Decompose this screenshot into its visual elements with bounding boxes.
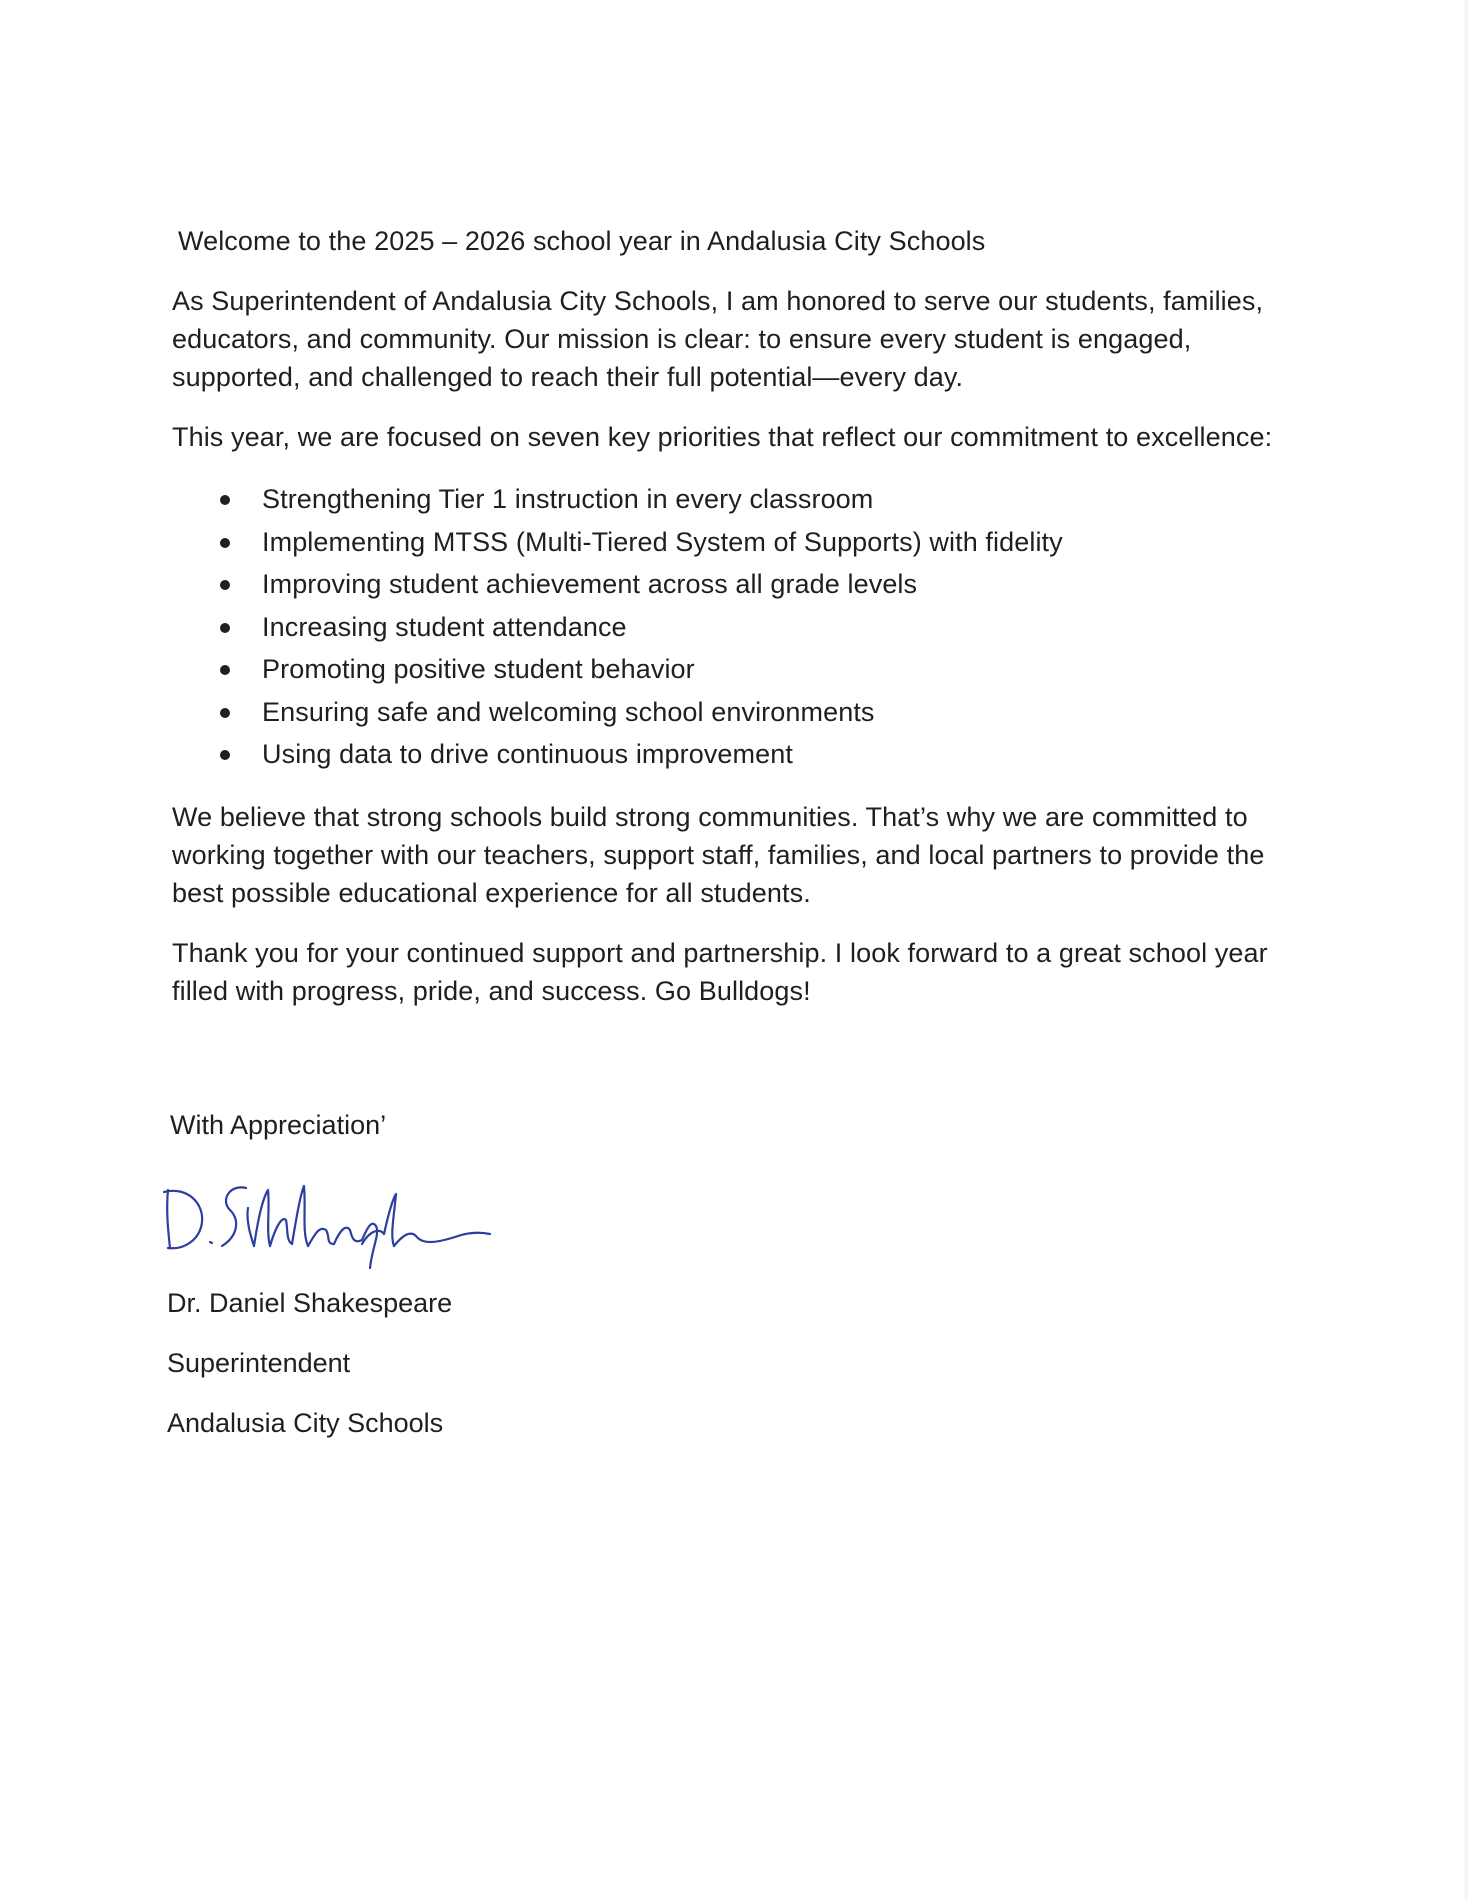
letter-body	[172, 222, 1322, 1032]
letter-heading: Welcome to the 2025 – 2026 school year in Andalusia City Schools	[178, 226, 986, 256]
priority-text: Promoting positive student behavior	[262, 654, 695, 684]
priority-text: Strengthening Tier 1 instruction in every classroom	[262, 484, 874, 514]
paragraph-community: We believe that strong schools build strong communities. That’s why we are committed to working together with our teachers, support staff, families, and local partners to provide the best possible educational experience for all students.	[172, 801, 1265, 908]
list-item	[172, 648, 1322, 691]
list-item	[172, 691, 1322, 734]
list-item	[172, 478, 1322, 521]
priorities-list	[172, 478, 1322, 776]
bullet-icon	[220, 538, 230, 548]
closing-salutation: With Appreciation’	[170, 1110, 387, 1140]
bullet-icon	[220, 495, 230, 505]
list-item	[172, 733, 1322, 776]
list-item	[172, 563, 1322, 606]
bullet-icon	[220, 580, 230, 590]
priority-text: Implementing MTSS (Multi-Tiered System of Supports) with fidelity	[262, 526, 1063, 557]
list-item	[172, 606, 1322, 649]
bullet-icon	[220, 623, 230, 633]
bullet-icon	[220, 665, 230, 675]
handwritten-signature	[158, 1160, 498, 1280]
signer-title: Superintendent	[167, 1348, 351, 1378]
paragraph-thanks: Thank you for your continued support and partnership. I look forward to a great school year filled with progress, pride, and success. Go Bulldogs!	[172, 937, 1268, 1006]
scan-edge-shadow	[1462, 0, 1468, 1900]
priority-text: Improving student achievement across all grade levels	[262, 569, 918, 599]
paragraph-mission: As Superintendent of Andalusia City Schools, I am honored to serve our students, families, educators, and community. Our mission is clear: to ensure every student is engaged, supported, and challenged to reach their full potential—every day.	[172, 286, 1264, 392]
signer-organization: Andalusia City Schools	[167, 1408, 444, 1438]
signer-block	[167, 1284, 452, 1464]
priority-text: Ensuring safe and welcoming school environments	[262, 696, 875, 727]
paragraph-priorities-intro: This year, we are focused on seven key priorities that reflect our commitment to excellence:	[172, 422, 1273, 452]
signer-name: Dr. Daniel Shakespeare	[167, 1288, 453, 1318]
bullet-icon	[220, 708, 230, 718]
bullet-icon	[220, 750, 230, 760]
priority-text: Using data to drive continuous improvement	[262, 739, 793, 769]
priority-text: Increasing student attendance	[262, 611, 627, 642]
list-item	[172, 521, 1322, 564]
